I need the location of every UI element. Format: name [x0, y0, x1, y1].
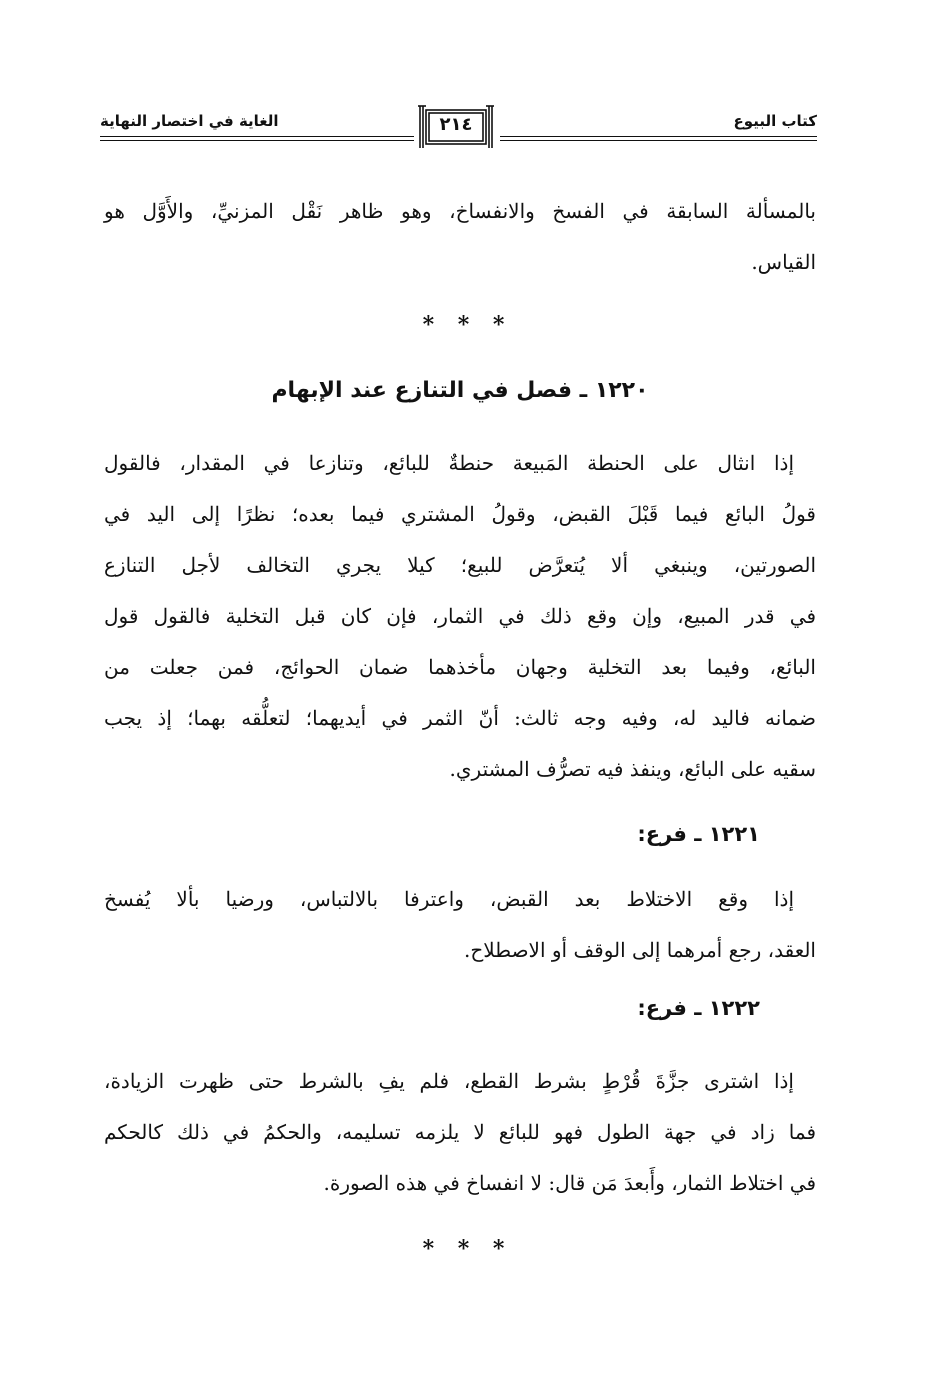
header-rule	[500, 136, 817, 137]
text-line: إذا وقع الاختلاط بعد القبض، واعترفا بالالتباس، ورضيا بألا يُفسخ	[104, 887, 794, 911]
header-rule	[100, 140, 414, 141]
text-line: في اختلاط الثمار، وأَبعدَ مَن قال: لا انفساخ في هذه الصورة.	[323, 1171, 816, 1195]
section-separator: * * *	[422, 1236, 513, 1262]
text-line: فما زاد في جهة الطول فهو للبائع لا يلزمه تسليمه، والحكمُ في ذلك كالحكم	[104, 1120, 817, 1144]
section-heading: ١٢٢٠ ـ فصل في التنازع عند الإبهام	[271, 378, 649, 403]
continuation-paragraph	[104, 186, 816, 288]
text-line: سقيه على البائع، وينفذ فيه تصرُّف المشتري.	[449, 757, 816, 781]
text-line: في قدر المبيع، وإن وقع ذلك في الثمار، فإن كان قبل التخلية فالقول قول	[104, 604, 816, 628]
header-rule	[500, 140, 817, 141]
branch-heading-text: ١٢٢١ ـ فرع:	[637, 822, 760, 846]
branch-paragraph	[104, 1056, 816, 1209]
running-header	[100, 96, 817, 152]
header-rule	[100, 136, 414, 137]
text-line: العقد، رجع أمرهما إلى الوقف أو الاصطلاح.	[463, 938, 816, 962]
chapter-title: كتاب البيوع	[733, 112, 817, 130]
text-line: إذا اشترى جزَّةَ قُرْطٍ بشرط القطع، فلم يفِ بالشرط حتى ظهرت الزيادة،	[104, 1069, 794, 1093]
section-paragraph	[104, 438, 816, 795]
text-line: القياس.	[751, 250, 816, 274]
text-line: قولُ البائع فيما قَبْلَ القبض، وقولُ المشتري فيما بعده؛ نظرًا إلى اليد في	[104, 502, 816, 526]
text-line: الصورتين، وينبغي ألا يُتعرَّض للبيع؛ كيلا يجري التخالف لأجل التنازع	[104, 553, 816, 577]
branch-heading-text: ١٢٢٢ ـ فرع:	[637, 996, 760, 1020]
page-number-frame	[418, 104, 494, 148]
text-line: بالمسألة السابقة في الفسخ والانفساخ، وهو ظاهر نَقْل المزنيِّ، والأَوَّل هو	[104, 199, 816, 223]
book-title: الغاية في اختصار النهاية	[100, 112, 279, 130]
text-line: البائع، وفيما بعد التخلية وجهان مأخذهما ضمان الحوائج، فمن جعلت من	[104, 655, 816, 679]
branch-heading	[104, 996, 816, 1020]
branch-heading	[104, 822, 816, 846]
page-number: ٢١٤	[439, 114, 473, 135]
branch-paragraph	[104, 874, 816, 976]
text-line: ضمانه فاليد له، وفيه وجه ثالث: أنّ الثمر في أيديهما؛ لتعلُّقه بهما؛ إذ يجب	[104, 706, 816, 730]
text-line: إذا انثال على الحنطة المَبيعة حنطةٌ للبائع، وتنازعا في المقدار، فالقول	[104, 451, 794, 475]
section-separator: * * *	[422, 312, 513, 338]
